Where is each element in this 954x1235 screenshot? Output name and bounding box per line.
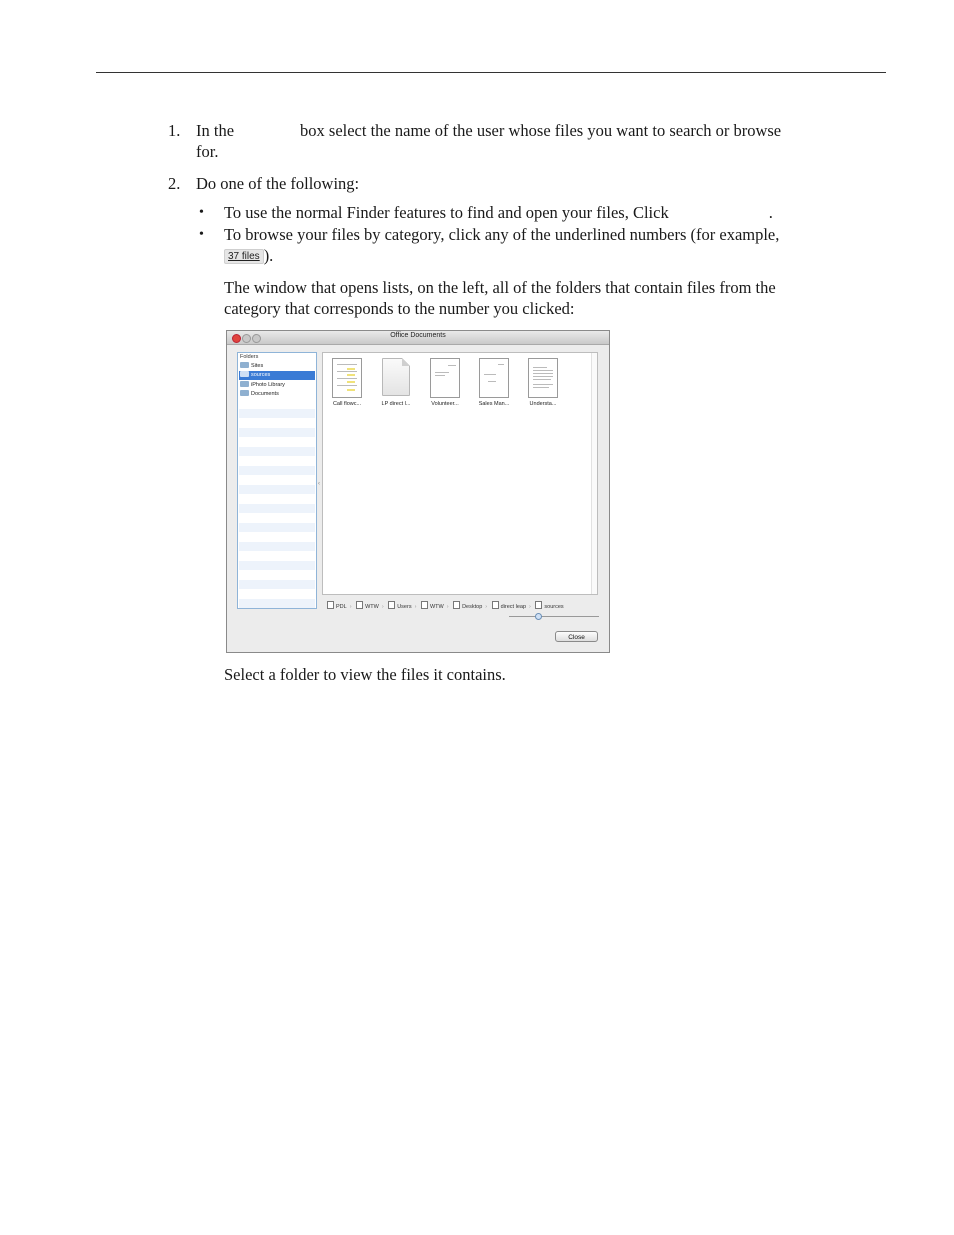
step-number: 2. <box>168 174 181 193</box>
office-documents-window <box>226 330 610 653</box>
path-item[interactable] <box>535 604 563 610</box>
path-label: Desktop <box>462 604 483 610</box>
sidebar-item-sources[interactable] <box>239 371 315 380</box>
file-name: Sales Man... <box>478 401 510 407</box>
sidebar-item-label: Documents <box>251 391 279 397</box>
path-label: direct leap <box>500 604 527 610</box>
file-item[interactable] <box>424 358 466 407</box>
folder-icon <box>356 601 363 609</box>
file-name: Call flowc... <box>332 401 362 407</box>
path-item[interactable] <box>388 604 411 610</box>
path-item[interactable] <box>327 604 347 610</box>
paragraph-line: The window that opens lists, on the left, all of the folders that contain files from the <box>224 278 776 297</box>
file-name: Understa... <box>529 401 557 407</box>
file-item[interactable] <box>473 358 515 407</box>
sidebar-item-label: iPhoto Library <box>251 382 285 388</box>
folder-icon <box>240 390 249 396</box>
path-label: sources <box>544 604 564 610</box>
bullet-text: To use the normal Finder features to find and open your files, Click <box>224 203 669 222</box>
files-count-link[interactable]: 37 files <box>224 249 264 264</box>
sidebar-item-documents[interactable] <box>239 390 315 399</box>
bullet-item <box>199 224 864 266</box>
path-item[interactable] <box>453 604 482 610</box>
blank-document-icon <box>382 358 410 396</box>
description-paragraph <box>224 277 864 319</box>
path-item[interactable] <box>356 604 379 610</box>
list-stripe <box>239 599 315 608</box>
step-text: box select the name of the user whose files you want to search or browse <box>300 121 782 140</box>
spreadsheet-icon <box>332 358 362 398</box>
sidebar-item-label: sources <box>251 372 271 378</box>
document-icon <box>430 358 460 398</box>
folder-icon <box>492 601 499 609</box>
document-icon <box>479 358 509 398</box>
bullet-tail: ). <box>263 246 274 265</box>
list-stripe <box>239 580 315 589</box>
folder-icon <box>535 601 542 609</box>
list-stripe <box>239 523 315 532</box>
sidebar-item-iphoto-library[interactable] <box>239 381 315 390</box>
document-icon <box>528 358 558 398</box>
folders-sidebar[interactable] <box>237 352 317 609</box>
sidebar-header: Folders <box>240 354 259 360</box>
list-stripe <box>239 409 315 418</box>
path-label: PDL <box>336 604 347 610</box>
step-text: In the <box>196 121 235 140</box>
paragraph-line: category that corresponds to the number you clicked: <box>224 299 575 318</box>
path-label: Users <box>397 604 412 610</box>
bullet-text: To browse your files by category, click any of the underlined numbers (for example, <box>224 225 780 244</box>
header-rule <box>96 72 886 73</box>
close-button[interactable]: Close <box>555 631 598 642</box>
sidebar-item-label: Sites <box>251 363 264 369</box>
bullet-item <box>199 202 864 223</box>
file-item[interactable] <box>375 358 417 407</box>
icon-size-slider[interactable] <box>509 616 599 617</box>
window-title: Office Documents <box>390 332 446 339</box>
path-item[interactable] <box>421 604 444 610</box>
step-text-wrap: for. <box>196 142 219 161</box>
path-label: WTW <box>429 604 444 610</box>
file-name: Volunteer... <box>431 401 459 407</box>
caption: Select a folder to view the files it contains. <box>224 665 506 684</box>
list-stripe <box>239 428 315 437</box>
folder-icon <box>421 601 428 609</box>
path-label: WTW <box>365 604 379 610</box>
step-number: 1. <box>168 121 181 140</box>
files-pane[interactable] <box>322 352 598 595</box>
window-titlebar[interactable] <box>227 331 609 345</box>
folder-icon <box>240 381 249 387</box>
file-name: LP direct l... <box>381 401 411 407</box>
list-stripe <box>239 447 315 456</box>
list-stripe <box>239 561 315 570</box>
list-stripe <box>239 485 315 494</box>
bullet-dot: • <box>199 205 204 220</box>
bullet-tail: . <box>768 203 773 222</box>
folder-icon <box>453 601 460 609</box>
slider-knob[interactable] <box>535 613 542 620</box>
sidebar-item-sites[interactable] <box>239 362 315 371</box>
list-stripe <box>239 466 315 475</box>
folder-icon <box>240 362 249 368</box>
vertical-scrollbar[interactable] <box>591 353 597 594</box>
bullet-dot: • <box>199 227 204 242</box>
file-item[interactable] <box>522 358 564 407</box>
folder-icon <box>388 601 395 609</box>
splitter-handle-icon[interactable]: ‹ <box>318 481 320 487</box>
file-item[interactable] <box>326 358 368 407</box>
step-text: Do one of the following: <box>196 174 360 193</box>
list-stripe <box>239 504 315 513</box>
path-bar: PDL › WTW › Users › WTW › Desktop › direct leap › sources <box>327 601 564 610</box>
folder-icon <box>327 601 334 609</box>
folder-icon <box>240 371 249 377</box>
list-stripe <box>239 542 315 551</box>
path-item[interactable] <box>492 604 526 610</box>
